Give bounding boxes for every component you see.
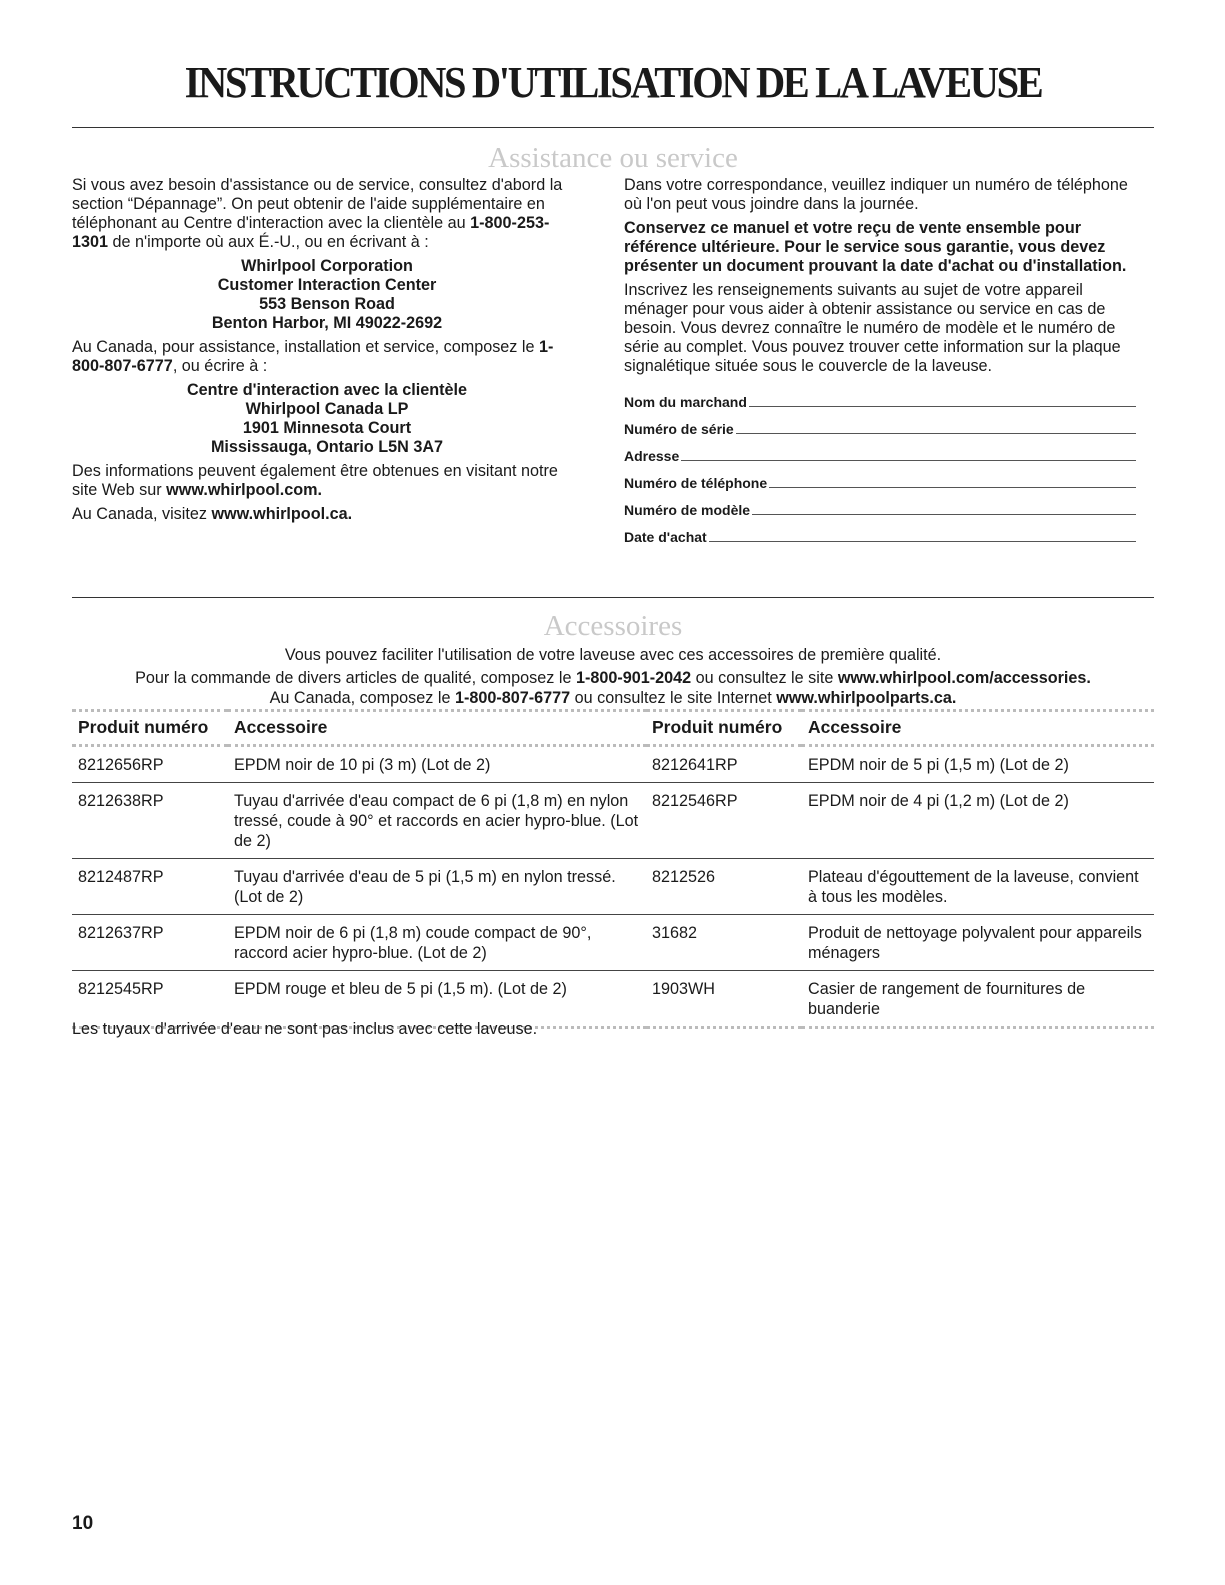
assistance-canada-paragraph <box>72 338 582 376</box>
part-description: EPDM rouge et bleu de 5 pi (1,5 m). (Lot de 2) <box>228 971 646 1028</box>
canada-address <box>72 381 582 457</box>
address-line: Whirlpool Corporation <box>241 257 413 275</box>
text: Au Canada, visitez <box>72 505 212 523</box>
column-header: Accessoire <box>802 711 1154 746</box>
form-row-dealer <box>624 385 1136 412</box>
column-header: Accessoire <box>228 711 646 746</box>
product-record-form <box>624 385 1136 547</box>
text: ou consultez le site Internet <box>570 689 777 707</box>
text: , ou écrire à : <box>172 357 268 375</box>
assistance-us-paragraph <box>72 176 582 252</box>
table-row <box>72 915 1154 971</box>
form-row-purchase-date <box>624 520 1136 547</box>
address-line: Customer Interaction Center <box>217 276 437 294</box>
address-line: Centre d'interaction avec la clientèle <box>186 381 468 399</box>
record-info-paragraph: Inscrivez les renseignements suivants au sujet de votre appareil ménager pour vous aider à obtenir assistance ou service en cas de besoin. Vous devrez connaître le numéro de modèle et le numéro de série au complet. Vous pouvez trouver cette information sur la plaque signalétique située sous le couvercle de la laveuse. <box>624 281 1121 375</box>
accessories-canada-line <box>72 688 1154 708</box>
column-header: Produit numéro <box>72 711 228 746</box>
address-line: Mississauga, Ontario L5N 3A7 <box>210 438 444 456</box>
part-number: 8212487RP <box>72 859 228 915</box>
part-number: 31682 <box>646 915 802 971</box>
correspondence-paragraph: Dans votre correspondance, veuillez indiquer un numéro de téléphone où l'on peut vous joindre dans la journée. <box>624 176 1128 213</box>
blank-line <box>749 392 1136 407</box>
text: de n'importe où aux É.-U., ou en écrivant à : <box>108 233 429 251</box>
address-line: Whirlpool Canada LP <box>245 400 409 418</box>
canada-website-paragraph <box>72 505 582 524</box>
keep-manual-paragraph: Conservez ce manuel et votre reçu de vente ensemble pour référence ultérieure. Pour le service sous garantie, vous devez présenter un document prouvant la date d'achat ou d'installation. <box>624 219 1127 275</box>
address-line: Benton Harbor, MI 49022-2692 <box>211 314 443 332</box>
page-number: 10 <box>72 1513 94 1534</box>
part-number: 8212638RP <box>72 783 228 859</box>
blank-line <box>736 419 1136 434</box>
blank-line <box>709 527 1136 542</box>
accessories-table <box>72 709 1154 1029</box>
form-row-address <box>624 439 1136 466</box>
text: Si vous avez besoin d'assistance ou de service, consultez d'abord la section “Dépannage”. On peut obtenir de l'aide supplémentaire en téléphonant au Centre d'interaction avec la clientèle au <box>72 176 563 232</box>
part-description: EPDM noir de 10 pi (3 m) (Lot de 2) <box>228 746 646 783</box>
part-number: 8212526 <box>646 859 802 915</box>
us-address <box>72 257 582 333</box>
address-line: 1901 Minnesota Court <box>242 419 412 437</box>
accessories-intro: Vous pouvez faciliter l'utilisation de votre laveuse avec ces accessoires de première qualité. <box>284 646 942 664</box>
form-row-phone <box>624 466 1136 493</box>
part-description: Casier de rangement de fournitures de buanderie <box>802 971 1154 1028</box>
form-label: Numéro de modèle <box>624 502 751 518</box>
part-description: EPDM noir de 4 pi (1,2 m) (Lot de 2) <box>802 783 1154 859</box>
form-label: Date d'achat <box>624 529 707 545</box>
website-paragraph <box>72 462 582 500</box>
hoses-note: Les tuyaux d'arrivée d'eau ne sont pas inclus avec cette laveuse. <box>72 1020 538 1038</box>
form-label: Numéro de téléphone <box>624 475 768 491</box>
accessories-website-link[interactable]: www.whirlpool.com/accessories. <box>837 669 1091 687</box>
table-row <box>72 783 1154 859</box>
text: Au Canada, pour assistance, installation et service, composez le <box>72 338 539 356</box>
form-label: Nom du marchand <box>624 394 747 410</box>
us-phone-number: 1-800-253-1301 <box>72 214 550 251</box>
section-divider <box>72 597 1154 598</box>
manual-page <box>72 0 1154 1585</box>
text: Pour la commande de divers articles de qualité, composez le <box>135 669 576 687</box>
part-description: Tuyau d'arrivée d'eau de 5 pi (1,5 m) en nylon tressé. (Lot de 2) <box>228 859 646 915</box>
title-divider <box>72 127 1154 128</box>
form-label: Numéro de série <box>624 421 734 437</box>
blank-line <box>752 500 1136 515</box>
canada-parts-link[interactable]: www.whirlpoolparts.ca. <box>776 689 957 707</box>
text: ou consultez le site <box>691 669 838 687</box>
blank-line <box>769 473 1136 488</box>
text: Des informations peuvent également être obtenues en visitant notre site Web sur <box>72 462 558 499</box>
part-number: 1903WH <box>646 971 802 1028</box>
table-header-row <box>72 711 1154 746</box>
table-row <box>72 859 1154 915</box>
table-row <box>72 746 1154 783</box>
part-number: 8212546RP <box>646 783 802 859</box>
assistance-left-column <box>72 176 582 529</box>
assistance-heading: Assistance ou service <box>488 142 738 174</box>
text: Au Canada, composez le <box>269 689 455 707</box>
part-description: EPDM noir de 6 pi (1,8 m) coude compact de 90°, raccord acier hypro-blue. (Lot de 2) <box>228 915 646 971</box>
part-number: 8212545RP <box>72 971 228 1028</box>
column-header: Produit numéro <box>646 711 802 746</box>
canada-order-phone: 1-800-807-6777 <box>454 689 571 707</box>
part-description: Tuyau d'arrivée d'eau compact de 6 pi (1,8 m) en nylon tressé, coude à 90° et raccords en acier hypro-blue. (Lot de 2) <box>228 783 646 859</box>
order-phone-number: 1-800-901-2042 <box>575 669 692 687</box>
website-link[interactable]: www.whirlpool.com. <box>166 481 323 499</box>
form-label: Adresse <box>624 448 680 464</box>
address-line: 553 Benson Road <box>259 295 395 313</box>
part-description: EPDM noir de 5 pi (1,5 m) (Lot de 2) <box>802 746 1154 783</box>
assistance-right-column <box>624 176 1136 547</box>
canada-website-link[interactable]: www.whirlpool.ca. <box>211 505 353 523</box>
form-row-model <box>624 493 1136 520</box>
page-title: INSTRUCTIONS D'UTILISATION DE LA LAVEUSE <box>184 58 1042 107</box>
part-description: Plateau d'égouttement de la laveuse, convient à tous les modèles. <box>802 859 1154 915</box>
form-row-serial <box>624 412 1136 439</box>
part-number: 8212637RP <box>72 915 228 971</box>
part-number: 8212641RP <box>646 746 802 783</box>
blank-line <box>681 446 1136 461</box>
accessories-order-line <box>72 668 1154 688</box>
canada-phone-number: 1-800-807-6777 <box>72 338 554 375</box>
accessories-heading: Accessoires <box>543 610 683 642</box>
part-number: 8212656RP <box>72 746 228 783</box>
part-description: Produit de nettoyage polyvalent pour appareils ménagers <box>802 915 1154 971</box>
